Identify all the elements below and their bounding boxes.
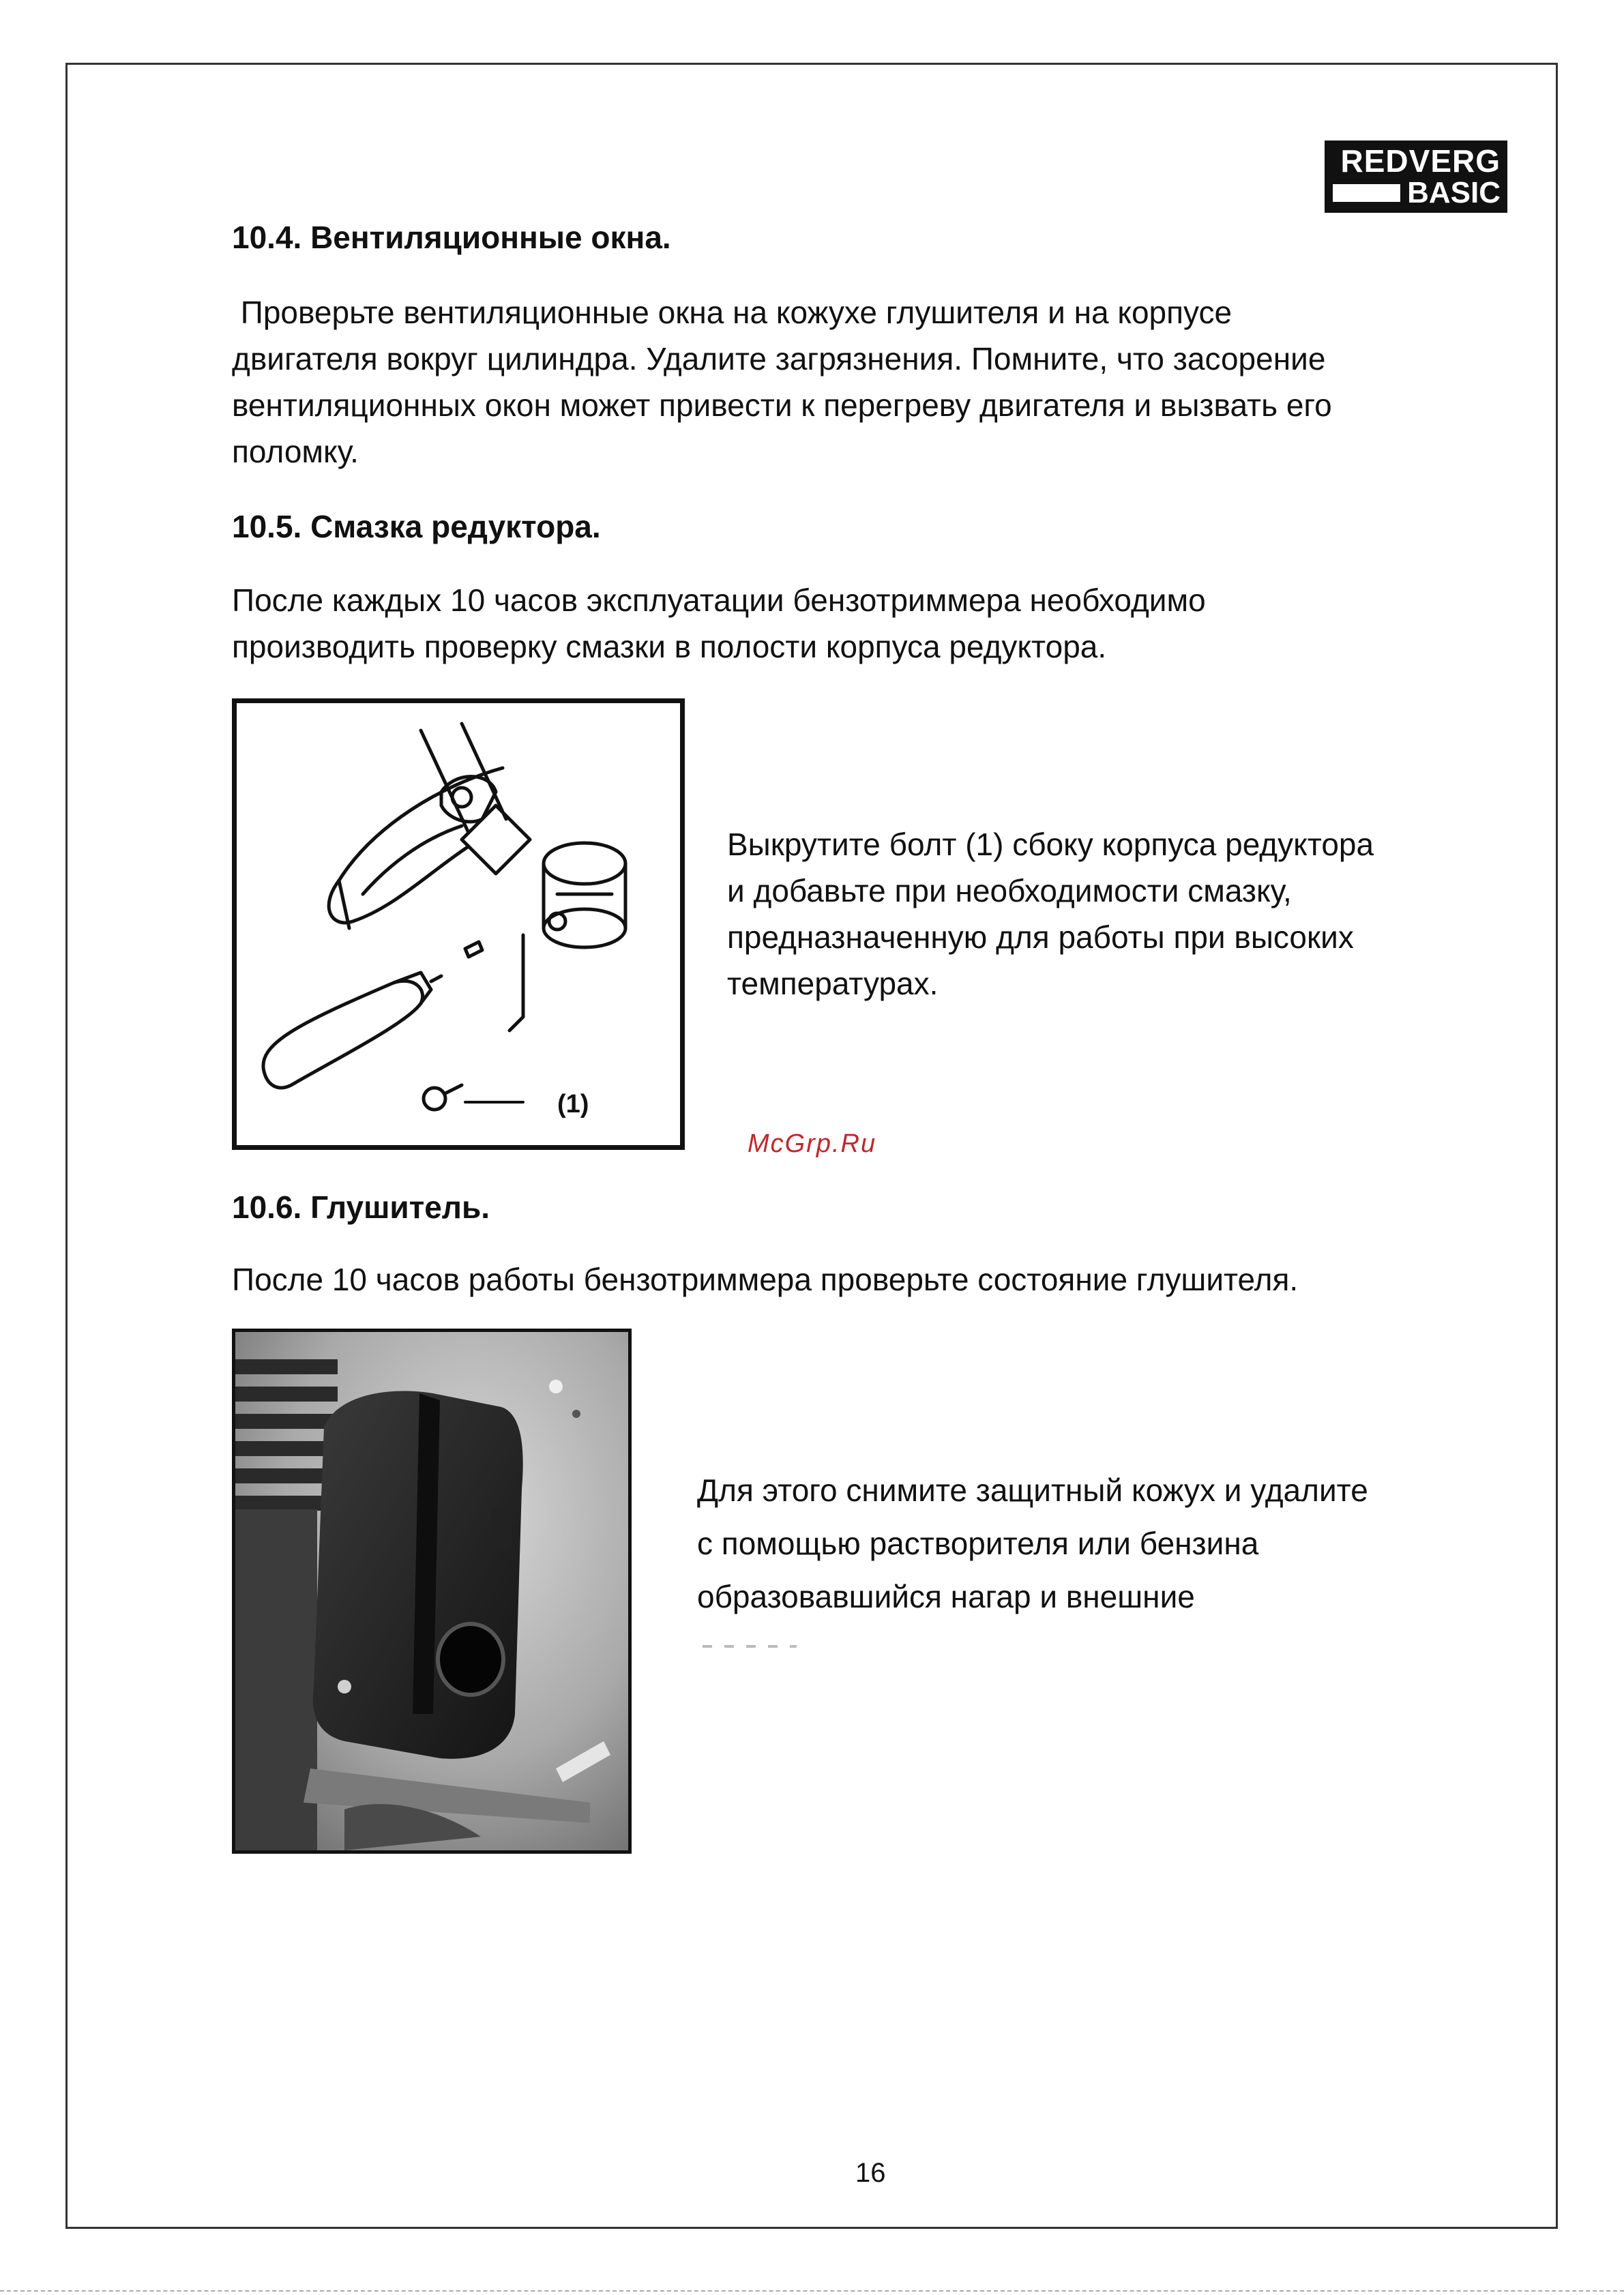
section-10-6-side-line-2: с помощью растворителя или бензина: [697, 1526, 1259, 1561]
brand-logo: [1325, 140, 1507, 213]
page-number: 16: [855, 2158, 886, 2188]
logo-bar: [1333, 184, 1400, 202]
section-10-5-title: 10.5. Смазка редуктора.: [232, 509, 601, 544]
section-10-5-side-line-3: предназначенную для работы при высоких: [727, 919, 1354, 955]
section-10-6-side-line-3: образовавшийся нагар и внешние: [697, 1579, 1195, 1614]
section-10-5-side-line-4: температурах.: [727, 966, 939, 1001]
logo-line-1: REDVERG: [1340, 143, 1501, 179]
muffler-photo: [232, 1329, 632, 1854]
muffler-photo-image: [235, 1332, 628, 1850]
logo-line-2-row: [1333, 177, 1501, 209]
section-10-6-side-line-1: Для этого снимите защитный кожух и удалите: [697, 1472, 1368, 1508]
watermark: McGrp.Ru: [748, 1129, 877, 1158]
cut-off-text-fragment: [701, 1642, 838, 1650]
bolt-label: (1): [557, 1090, 589, 1119]
section-10-6-title: 10.6. Глушитель.: [232, 1189, 490, 1225]
section-10-4-title: 10.4. Вентиляционные окна.: [232, 220, 671, 255]
logo-line-2: BASIC: [1407, 176, 1501, 209]
section-10-4-line-4: поломку.: [232, 434, 359, 469]
section-10-5-line-2: производить проверку смазки в полости корпуса редуктора.: [232, 629, 1107, 664]
section-10-5-line-1: После каждых 10 часов эксплуатации бензотриммера необходимо: [232, 582, 1206, 618]
section-10-5-side-line-1: Выкрутите болт (1) сбоку корпуса редуктора: [727, 827, 1374, 862]
gearbox-diagram: [232, 698, 685, 1150]
section-10-4-line-1: Проверьте вентиляционные окна на кожухе глушителя и на корпусе: [232, 295, 1232, 330]
section-10-4-line-3: вентиляционных окон может привести к перегреву двигателя и вызвать его: [232, 387, 1332, 423]
section-10-6-line-1: После 10 часов работы бензотриммера проверьте состояние глушителя.: [232, 1262, 1299, 1297]
section-10-4-line-2: двигателя вокруг цилиндра. Удалите загрязнения. Помните, что засорение: [232, 341, 1326, 376]
gearbox-drawing: [237, 703, 680, 1145]
section-10-5-side-line-2: и добавьте при необходимости смазку,: [727, 873, 1292, 908]
bottom-dashed-line: [0, 2290, 1624, 2292]
